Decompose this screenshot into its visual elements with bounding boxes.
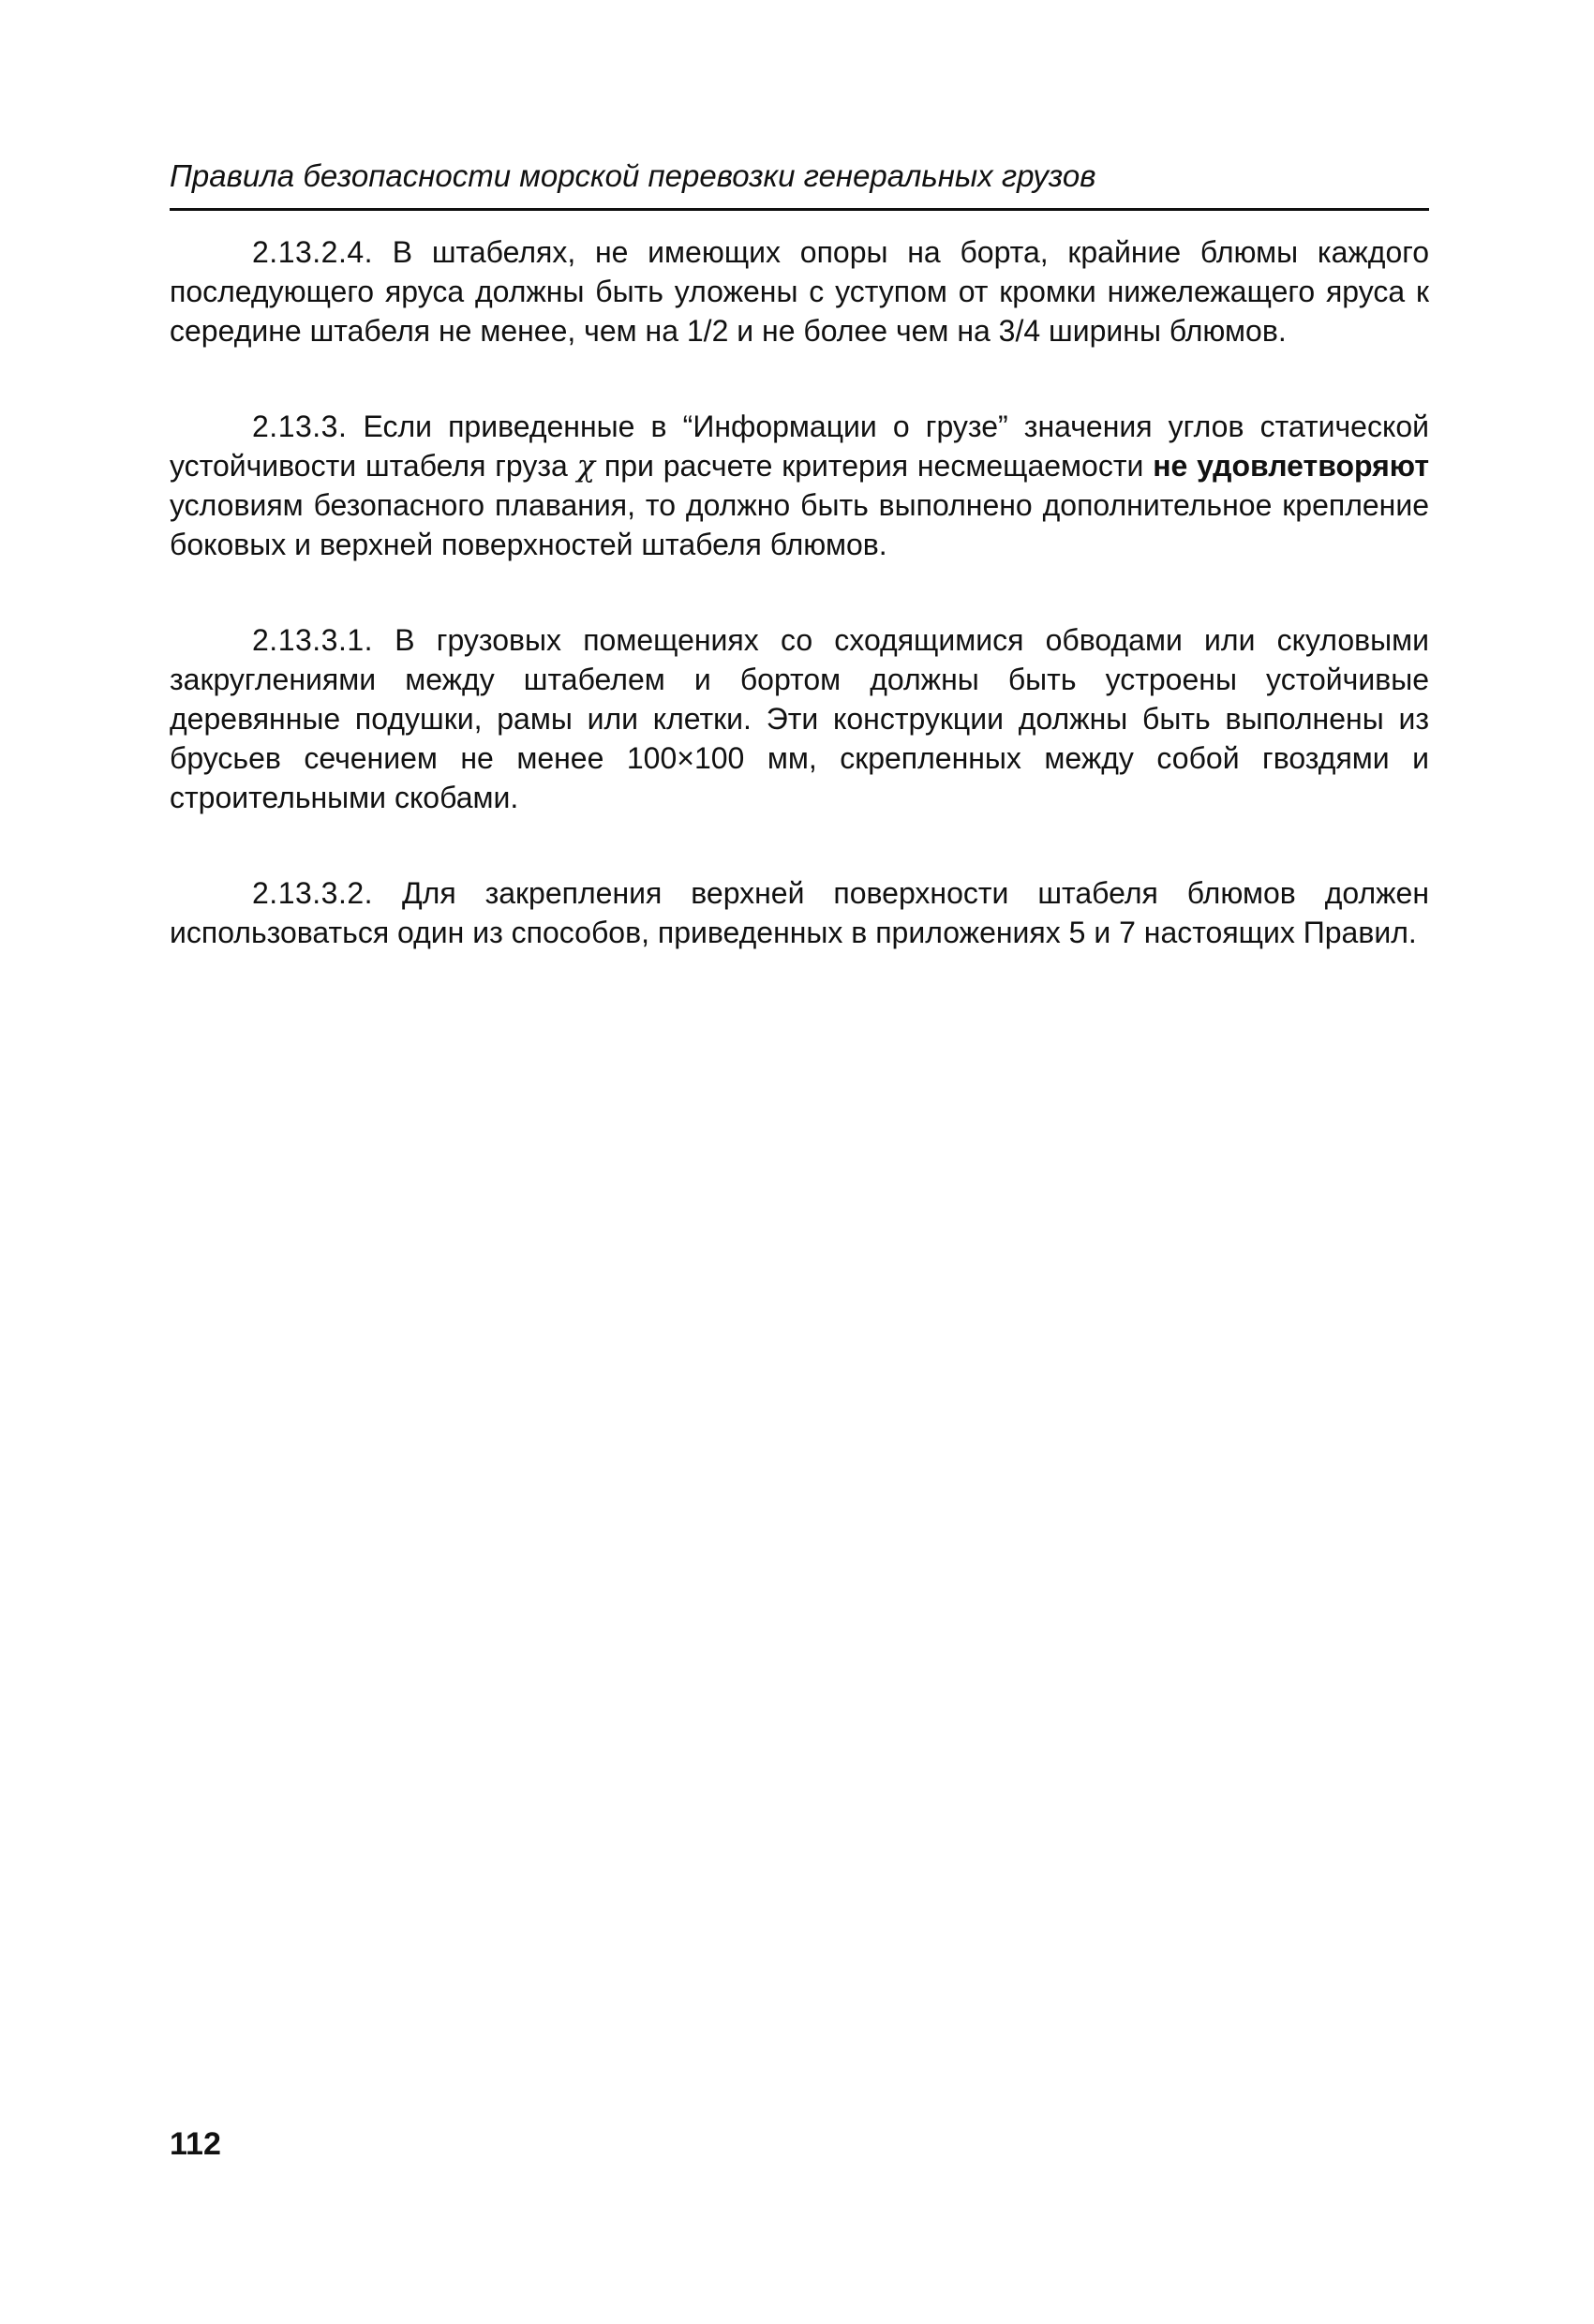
paragraph-text: условиям безопасного плавания, то должно быть выполнено дополнительное крепление боковых и верхней поверхностей штабеля блюмов. [170,488,1429,561]
paragraph-text: Для закрепления верхней поверхности штабеля блюмов должен использоваться один из способов, приведенных в приложениях 5 и 7 настоящих Правил. [170,876,1430,949]
bold-emphasis: не удовлетворяют [1153,449,1430,483]
paragraph-text: при расчете критерия несмещаемости [603,449,1144,483]
paragraph-number: 2.13.3.2. [252,876,374,910]
header-rule [170,208,1429,211]
paragraph-number: 2.13.3. [252,410,348,443]
page-number: 112 [170,2126,221,2162]
paragraph-2-13-3-2 [170,873,1429,952]
paragraph-text: В штабелях, не имеющих опоры на борта, крайние блюмы каждого последующего яруса должны быть уложены с уступом от кромки нижележащего яруса к середине штабеля не менее, чем на 1/2 и не более чем на 3/4 ширины блюмов. [170,235,1430,348]
paragraph-2-13-3-1 [170,620,1429,817]
document-body [170,232,1429,1008]
paragraph-2-13-3 [170,407,1429,564]
paragraph-2-13-2-4 [170,232,1429,350]
paragraph-text: В грузовых помещениях со сходящимися обводами или скуловыми закруглениями между штабелем и бортом должны быть устроены устойчивые деревянные подушки, рамы или клетки. Эти конструкции должны быть выполнены из брусьев сечением не менее 100×100 мм, скрепленных между собой гвоздями и строительными скобами. [170,623,1430,814]
paragraph-number: 2.13.2.4. [252,235,374,269]
running-header: Правила безопасности морской перевозки генеральных грузов [170,158,1096,193]
paragraph-text: Если приведенные в “Информации о грузе” значения углов статической устойчивости штабеля груза [170,410,1430,483]
paragraph-number: 2.13.3.1. [252,623,374,657]
chi-symbol: χ [576,448,596,484]
